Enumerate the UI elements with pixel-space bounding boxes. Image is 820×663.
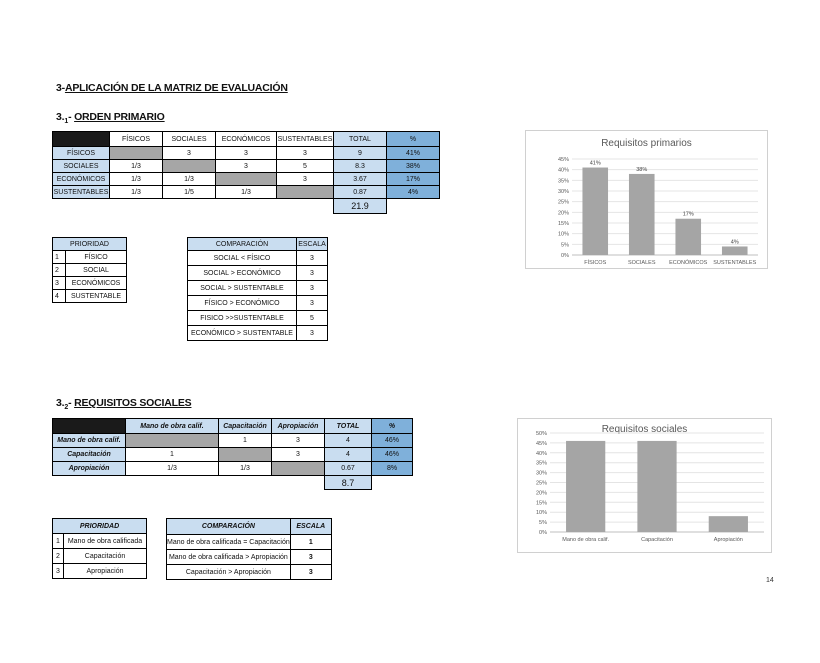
table-row — [167, 535, 332, 550]
subsection-title-1: $3._1-$ ORDEN PRIMARIO — [56, 111, 165, 126]
bar — [722, 246, 748, 255]
data-label: 17% — [682, 211, 694, 218]
table-row — [188, 251, 328, 266]
table-cell: 1/3 — [219, 462, 272, 476]
column-header: SUSTENTABLES — [277, 132, 334, 147]
row-header: ECONÓMICOS — [53, 173, 110, 186]
column-header: % — [387, 132, 440, 147]
y-tick-label: 20% — [557, 210, 569, 217]
corner-cell — [53, 132, 110, 147]
y-tick-label: 25% — [557, 199, 569, 206]
table-cell: 1/3 — [163, 173, 216, 186]
row-header: FÍSICOS — [53, 147, 110, 160]
row-header: SOCIALES — [53, 160, 110, 173]
y-tick-label: 5% — [539, 520, 547, 527]
total-cell: 4 — [325, 448, 372, 462]
priority-number: 1 — [53, 534, 64, 549]
table-cell — [126, 434, 219, 448]
table-row — [188, 296, 328, 311]
y-tick-label: 45% — [557, 157, 569, 163]
priority-number: 2 — [53, 549, 64, 564]
table-cell — [272, 462, 325, 476]
table-row — [188, 311, 328, 326]
table-cell: 3 — [216, 160, 277, 173]
priority-number: 4 — [53, 290, 66, 303]
empty-cell — [277, 199, 334, 214]
table-cell: 3 — [277, 147, 334, 160]
x-tick-label: Mano de obra calif. — [562, 537, 610, 543]
x-tick-label: Capacitación — [641, 537, 673, 543]
table-cell: 1 — [219, 434, 272, 448]
header-row — [53, 238, 127, 251]
table-row — [53, 448, 413, 462]
table-cell: 5 — [277, 160, 334, 173]
header-row — [167, 519, 332, 535]
empty-cell — [53, 476, 126, 490]
column-header: SOCIALES — [163, 132, 216, 147]
list-item — [53, 290, 127, 303]
priority-header: PRIORIDAD — [53, 238, 127, 251]
percent-cell: 46% — [372, 434, 413, 448]
priority-number: 3 — [53, 277, 66, 290]
x-tick-label: ECONÓMICOS — [669, 260, 708, 266]
y-tick-label: 30% — [557, 189, 569, 195]
total-cell: 4 — [325, 434, 372, 448]
x-tick-label: FÍSICOS — [584, 260, 607, 266]
list-item — [53, 251, 127, 264]
empty-cell — [110, 199, 163, 214]
grand-total-row — [53, 199, 440, 214]
header-row — [53, 132, 440, 147]
row-header: SUSTENTABLES — [53, 186, 110, 199]
row-header: Apropiación — [53, 462, 126, 476]
y-tick-label: 35% — [535, 460, 547, 467]
y-tick-label: 25% — [535, 480, 547, 487]
priority-label: SUSTENTABLE — [66, 290, 127, 303]
y-tick-label: 5% — [561, 242, 569, 249]
bar — [629, 174, 655, 255]
empty-cell — [216, 199, 277, 214]
comparison-text: ECONÓMICO > SUSTENTABLE — [188, 326, 297, 341]
comparison-header: COMPARACIÓN — [167, 519, 291, 535]
comparison-text: SOCIAL < FÍSICO — [188, 251, 297, 266]
priority-number: 2 — [53, 264, 66, 277]
data-label: 4% — [730, 239, 739, 246]
percent-cell: 17% — [387, 173, 440, 186]
table-cell — [216, 173, 277, 186]
scale-value: 3 — [290, 550, 331, 565]
table-row — [188, 281, 328, 296]
corner-cell — [53, 419, 126, 434]
grand-total-cell: 8.7 — [325, 476, 372, 490]
chart-svg — [518, 419, 771, 552]
table-cell: 1/3 — [110, 186, 163, 199]
y-tick-label: 10% — [557, 231, 569, 238]
bar — [709, 516, 748, 532]
priority-number: 1 — [53, 251, 66, 264]
y-tick-label: 15% — [535, 500, 547, 507]
comparison-text: Mano de obra calificada > Apropiación — [167, 550, 291, 565]
total-cell: 8.3 — [334, 160, 387, 173]
matrix-social — [52, 418, 413, 490]
bar — [675, 219, 701, 255]
section-title: 3-APLICACIÓN DE LA MATRIZ DE EVALUACIÓN — [56, 82, 288, 94]
x-tick-label: SUSTENTABLES — [713, 260, 757, 266]
column-header: Capacitación — [219, 419, 272, 434]
total-cell: 3.67 — [334, 173, 387, 186]
priority-label: Capacitación — [64, 549, 147, 564]
empty-cell — [387, 199, 440, 214]
column-header: Mano de obra calif. — [126, 419, 219, 434]
empty-cell — [53, 199, 110, 214]
percent-cell: 38% — [387, 160, 440, 173]
scale-value: 3 — [297, 326, 328, 341]
table-cell: 3 — [272, 434, 325, 448]
list-item — [53, 549, 147, 564]
percent-cell: 46% — [372, 448, 413, 462]
empty-cell — [272, 476, 325, 490]
chart-requisitos-sociales — [517, 418, 772, 553]
table-cell — [277, 186, 334, 199]
priority-label: ECONÓMICOS — [66, 277, 127, 290]
scale-value: 3 — [297, 266, 328, 281]
y-tick-label: 35% — [557, 178, 569, 185]
table-row — [53, 160, 440, 173]
subsection-title-2: $3._2-$ REQUISITOS SOCIALES — [56, 397, 192, 412]
chart-title: Requisitos primarios — [601, 138, 692, 149]
table-cell: 3 — [277, 173, 334, 186]
bar — [566, 441, 605, 532]
table-row — [53, 186, 440, 199]
table-cell: 3 — [272, 448, 325, 462]
list-item — [53, 277, 127, 290]
y-tick-label: 40% — [557, 167, 569, 174]
page-number: 14 — [766, 577, 774, 584]
bar — [582, 168, 608, 255]
list-item — [53, 534, 147, 549]
data-label: 41% — [589, 160, 601, 167]
x-tick-label: SOCIALES — [627, 260, 656, 266]
table-row — [167, 565, 332, 580]
y-tick-label: 15% — [557, 221, 569, 227]
header-row — [53, 519, 147, 534]
y-tick-label: 40% — [535, 450, 547, 457]
priority-number: 3 — [53, 564, 64, 579]
scale-value: 3 — [297, 281, 328, 296]
scale-header: ESCALA — [297, 238, 328, 251]
table-row — [53, 462, 413, 476]
column-header: Apropiación — [272, 419, 325, 434]
y-tick-label: 10% — [535, 510, 547, 517]
chart-svg — [526, 131, 767, 268]
list-item — [53, 564, 147, 579]
total-cell: 9 — [334, 147, 387, 160]
priority-label: Apropiación — [64, 564, 147, 579]
y-tick-label: 30% — [535, 470, 547, 477]
empty-cell — [126, 476, 219, 490]
scale-value: 5 — [297, 311, 328, 326]
comparison-header: COMPARACIÓN — [188, 238, 297, 251]
percent-cell: 41% — [387, 147, 440, 160]
priority-header: PRIORIDAD — [53, 519, 147, 534]
table-cell — [110, 147, 163, 160]
priority-table-primary — [52, 237, 127, 303]
comparison-text: FÍSICO > ECONÓMICO — [188, 296, 297, 311]
total-cell: 0.87 — [334, 186, 387, 199]
matrix-primary — [52, 131, 440, 214]
chart-requisitos-primarios — [525, 130, 768, 269]
comparison-text: SOCIAL > SUSTENTABLE — [188, 281, 297, 296]
scale-value: 3 — [297, 251, 328, 266]
table-row — [167, 550, 332, 565]
scale-value: 3 — [290, 565, 331, 580]
bar — [637, 441, 676, 532]
row-header: Capacitación — [53, 448, 126, 462]
column-header: % — [372, 419, 413, 434]
comparison-text: SOCIAL > ECONÓMICO — [188, 266, 297, 281]
column-header: ECONÓMICOS — [216, 132, 277, 147]
comparison-table-social — [166, 518, 332, 580]
percent-cell: 8% — [372, 462, 413, 476]
y-tick-label: 0% — [539, 530, 547, 536]
table-cell: 1/5 — [163, 186, 216, 199]
priority-label: SOCIAL — [66, 264, 127, 277]
column-header: TOTAL — [325, 419, 372, 434]
priority-label: Mano de obra calificada — [64, 534, 147, 549]
data-label: 38% — [636, 166, 648, 173]
grand-total-row — [53, 476, 413, 490]
y-tick-label: 45% — [535, 440, 547, 447]
table-cell: 1/3 — [110, 173, 163, 186]
table-row — [53, 173, 440, 186]
header-row — [53, 419, 413, 434]
table-cell: 1/3 — [216, 186, 277, 199]
y-tick-label: 20% — [535, 490, 547, 497]
table-cell: 1 — [126, 448, 219, 462]
scale-value: 1 — [290, 535, 331, 550]
x-tick-label: Apropiación — [713, 537, 743, 543]
comparison-table-primary — [187, 237, 328, 341]
y-tick-label: 50% — [535, 431, 547, 437]
table-cell — [219, 448, 272, 462]
percent-cell: 4% — [387, 186, 440, 199]
total-cell: 0.67 — [325, 462, 372, 476]
table-cell — [163, 160, 216, 173]
table-row — [188, 266, 328, 281]
priority-label: FÍSICO — [66, 251, 127, 264]
table-row — [188, 326, 328, 341]
comparison-text: Mano de obra calificada = Capacitación — [167, 535, 291, 550]
table-row — [53, 147, 440, 160]
comparison-text: FISICO >>SUSTENTABLE — [188, 311, 297, 326]
column-header: TOTAL — [334, 132, 387, 147]
empty-cell — [372, 476, 413, 490]
chart-title: Requisitos sociales — [601, 424, 688, 435]
empty-cell — [219, 476, 272, 490]
scale-header: ESCALA — [290, 519, 331, 535]
list-item — [53, 264, 127, 277]
header-row — [188, 238, 328, 251]
table-cell: 3 — [163, 147, 216, 160]
y-tick-label: 0% — [561, 253, 569, 259]
table-cell: 1/3 — [110, 160, 163, 173]
grand-total-cell: 21.9 — [334, 199, 387, 214]
row-header: Mano de obra calif. — [53, 434, 126, 448]
comparison-text: Capacitación > Apropiación — [167, 565, 291, 580]
empty-cell — [163, 199, 216, 214]
scale-value: 3 — [297, 296, 328, 311]
table-cell: 3 — [216, 147, 277, 160]
table-cell: 1/3 — [126, 462, 219, 476]
table-row — [53, 434, 413, 448]
priority-table-social — [52, 518, 147, 579]
column-header: FÍSICOS — [110, 132, 163, 147]
